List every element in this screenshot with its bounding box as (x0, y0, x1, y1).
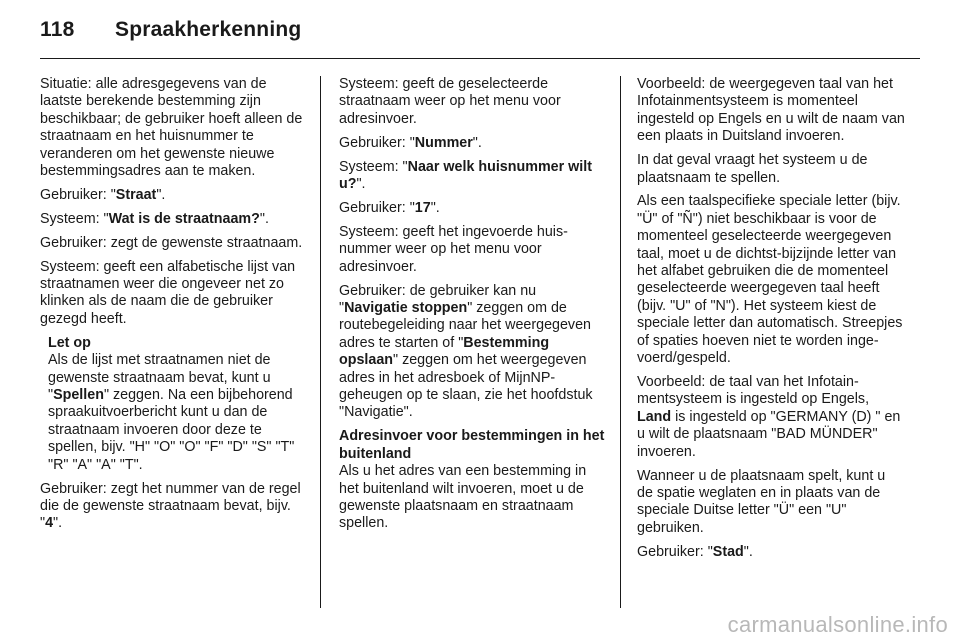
text: Systeem: " (40, 210, 109, 227)
text: Als de lijst met straatnamen niet de gewenste straatnaam bevat, kunt u " (48, 352, 271, 403)
text: Gebruiker: " (339, 199, 415, 216)
paragraph: In dat geval vraagt het systeem u de plaatsnaam te spellen. (637, 152, 868, 186)
text: Gebruiker: " (40, 186, 116, 203)
text: ". (53, 515, 63, 532)
column-3 (637, 76, 905, 568)
page-header (40, 18, 301, 42)
column-divider-2 (620, 76, 621, 608)
text: ". (259, 210, 269, 227)
page-title: Spraakherkenning (115, 18, 302, 41)
bold-command: Navigatie stoppen (344, 299, 468, 316)
text: " zeggen om de routebegeleiding naar het weergegeven adres te starten of " (339, 299, 591, 351)
paragraph: Gebruiker: zegt de gewenste straatnaam. (40, 234, 303, 251)
text: Systeem: " (339, 158, 408, 175)
paragraph: Voorbeeld: de weergegeven taal van het Infotainmentsysteem is momenteel ingesteld op Engels en u wilt de naam van een plaats in Duitsland invoeren. (637, 76, 905, 145)
paragraph (40, 481, 306, 533)
bold-command: Spellen (53, 387, 104, 403)
subsection-heading: Adresinvoer voor bestemmingen in het buitenland (339, 428, 605, 462)
paragraph (40, 211, 306, 228)
bold-command: Nummer (414, 134, 473, 151)
paragraph (339, 200, 605, 217)
paragraph (637, 544, 905, 561)
text: Gebruiker: zegt het nummer van de regel die de gewenste straatnaam bevat, bijv. " (40, 480, 301, 532)
text: Als u het adres van een bestemming in het buitenland wilt invoeren, moet u de gewenste plaatsnaam en straatnaam spellen. (339, 463, 587, 532)
paragraph: Systeem: geeft het ingevoerde huisnummer weer op het menu voor adresinvoer. (339, 223, 568, 275)
paragraph: Systeem: geeft een alfabetische lijst van straatnamen weer die ongeveer net zo klinken als de naam die de gebruiker gezegd heeft. (40, 258, 296, 327)
text: Gebruiker: " (637, 543, 713, 560)
text: ". (472, 134, 482, 151)
text: Gebruiker: de gebruiker kan nu " (339, 282, 537, 316)
paragraph (40, 187, 306, 204)
bold-command: Naar welk huisnummer wilt u? (339, 158, 592, 193)
paragraph (637, 374, 905, 461)
text: is ingesteld op "GERMANY (D) " en u wilt de plaatsnaam "BAD MÜNDER" invoeren. (637, 408, 901, 460)
column-2 (339, 76, 605, 539)
text: ". (156, 186, 166, 203)
paragraph: Systeem: geeft de geselecteerde straatnaam weer op het menu voor adresinvoer. (339, 76, 561, 127)
bold-command: Straat (115, 186, 157, 203)
text: " zeggen. Na een bijbehorend spraakuitvoerbericht kunt u dan de straatnaam invoeren door deze te spellen, bijv. "H" "O" "O" "F" "D" "S" "T" "R" "A" "A" "T". (48, 387, 295, 473)
bold-command: 17 (414, 199, 431, 216)
paragraph: Als een taalspecifieke speciale letter (bijv. "Ü" of "Ñ") niet beschikbaar is voor de momenteel geselecteerde weergegeven taal, moet u de dichtst-bijzijnde letter van het alfabet gebruiken die de momenteel geselecteerde weergegeven taal heeft (bijv. "U" of "N"). Het systeem kiest de speciale letter dan automatisch. Streepjes of spaties hoeven niet te worden ingevoerd/gespeld. (637, 193, 903, 367)
text: Voorbeeld: de taal van het Infotainmentsysteem is ingesteld op Engels, (637, 374, 870, 408)
text: " zeggen om het weergegeven adres in het adresboek of MijnNP-geheugen op te slaan, zie het hoofdstuk "Navigatie". (339, 352, 593, 421)
column-1 (40, 76, 306, 539)
paragraph (339, 159, 605, 194)
note-block (40, 335, 306, 474)
text: ". (356, 176, 366, 193)
bold-command: Land (637, 408, 672, 425)
paragraph (339, 135, 605, 152)
watermark: carmanualsonline.info (727, 612, 948, 637)
text: Gebruiker: " (339, 134, 415, 151)
bold-command: 4 (45, 515, 54, 532)
header-rule (40, 58, 920, 59)
paragraph: Wanneer u de plaatsnaam spelt, kunt u de spatie weglaten en in plaats van de speciale Duitse letter "Ü" een "U" gebruiken. (637, 467, 886, 536)
text: ". (743, 543, 753, 560)
bold-command: Bestemming opslaan (339, 334, 550, 369)
page-number: 118 (40, 18, 75, 41)
bold-command: Stad (712, 543, 744, 560)
paragraph (339, 283, 605, 422)
column-divider-1 (320, 76, 321, 608)
paragraph: Situatie: alle adresgegevens van de laatste berekende bestemming zijn beschikbaar; de gebruiker hoeft alleen de straatnaam en het huisnummer te veranderen om het gewenste nieuwe bestemmingsadres aan te maken. (40, 76, 303, 180)
text: ". (430, 199, 440, 216)
note-heading: Let op (48, 334, 91, 351)
bold-command: Wat is de straatnaam? (108, 210, 260, 227)
subsection (339, 428, 605, 532)
